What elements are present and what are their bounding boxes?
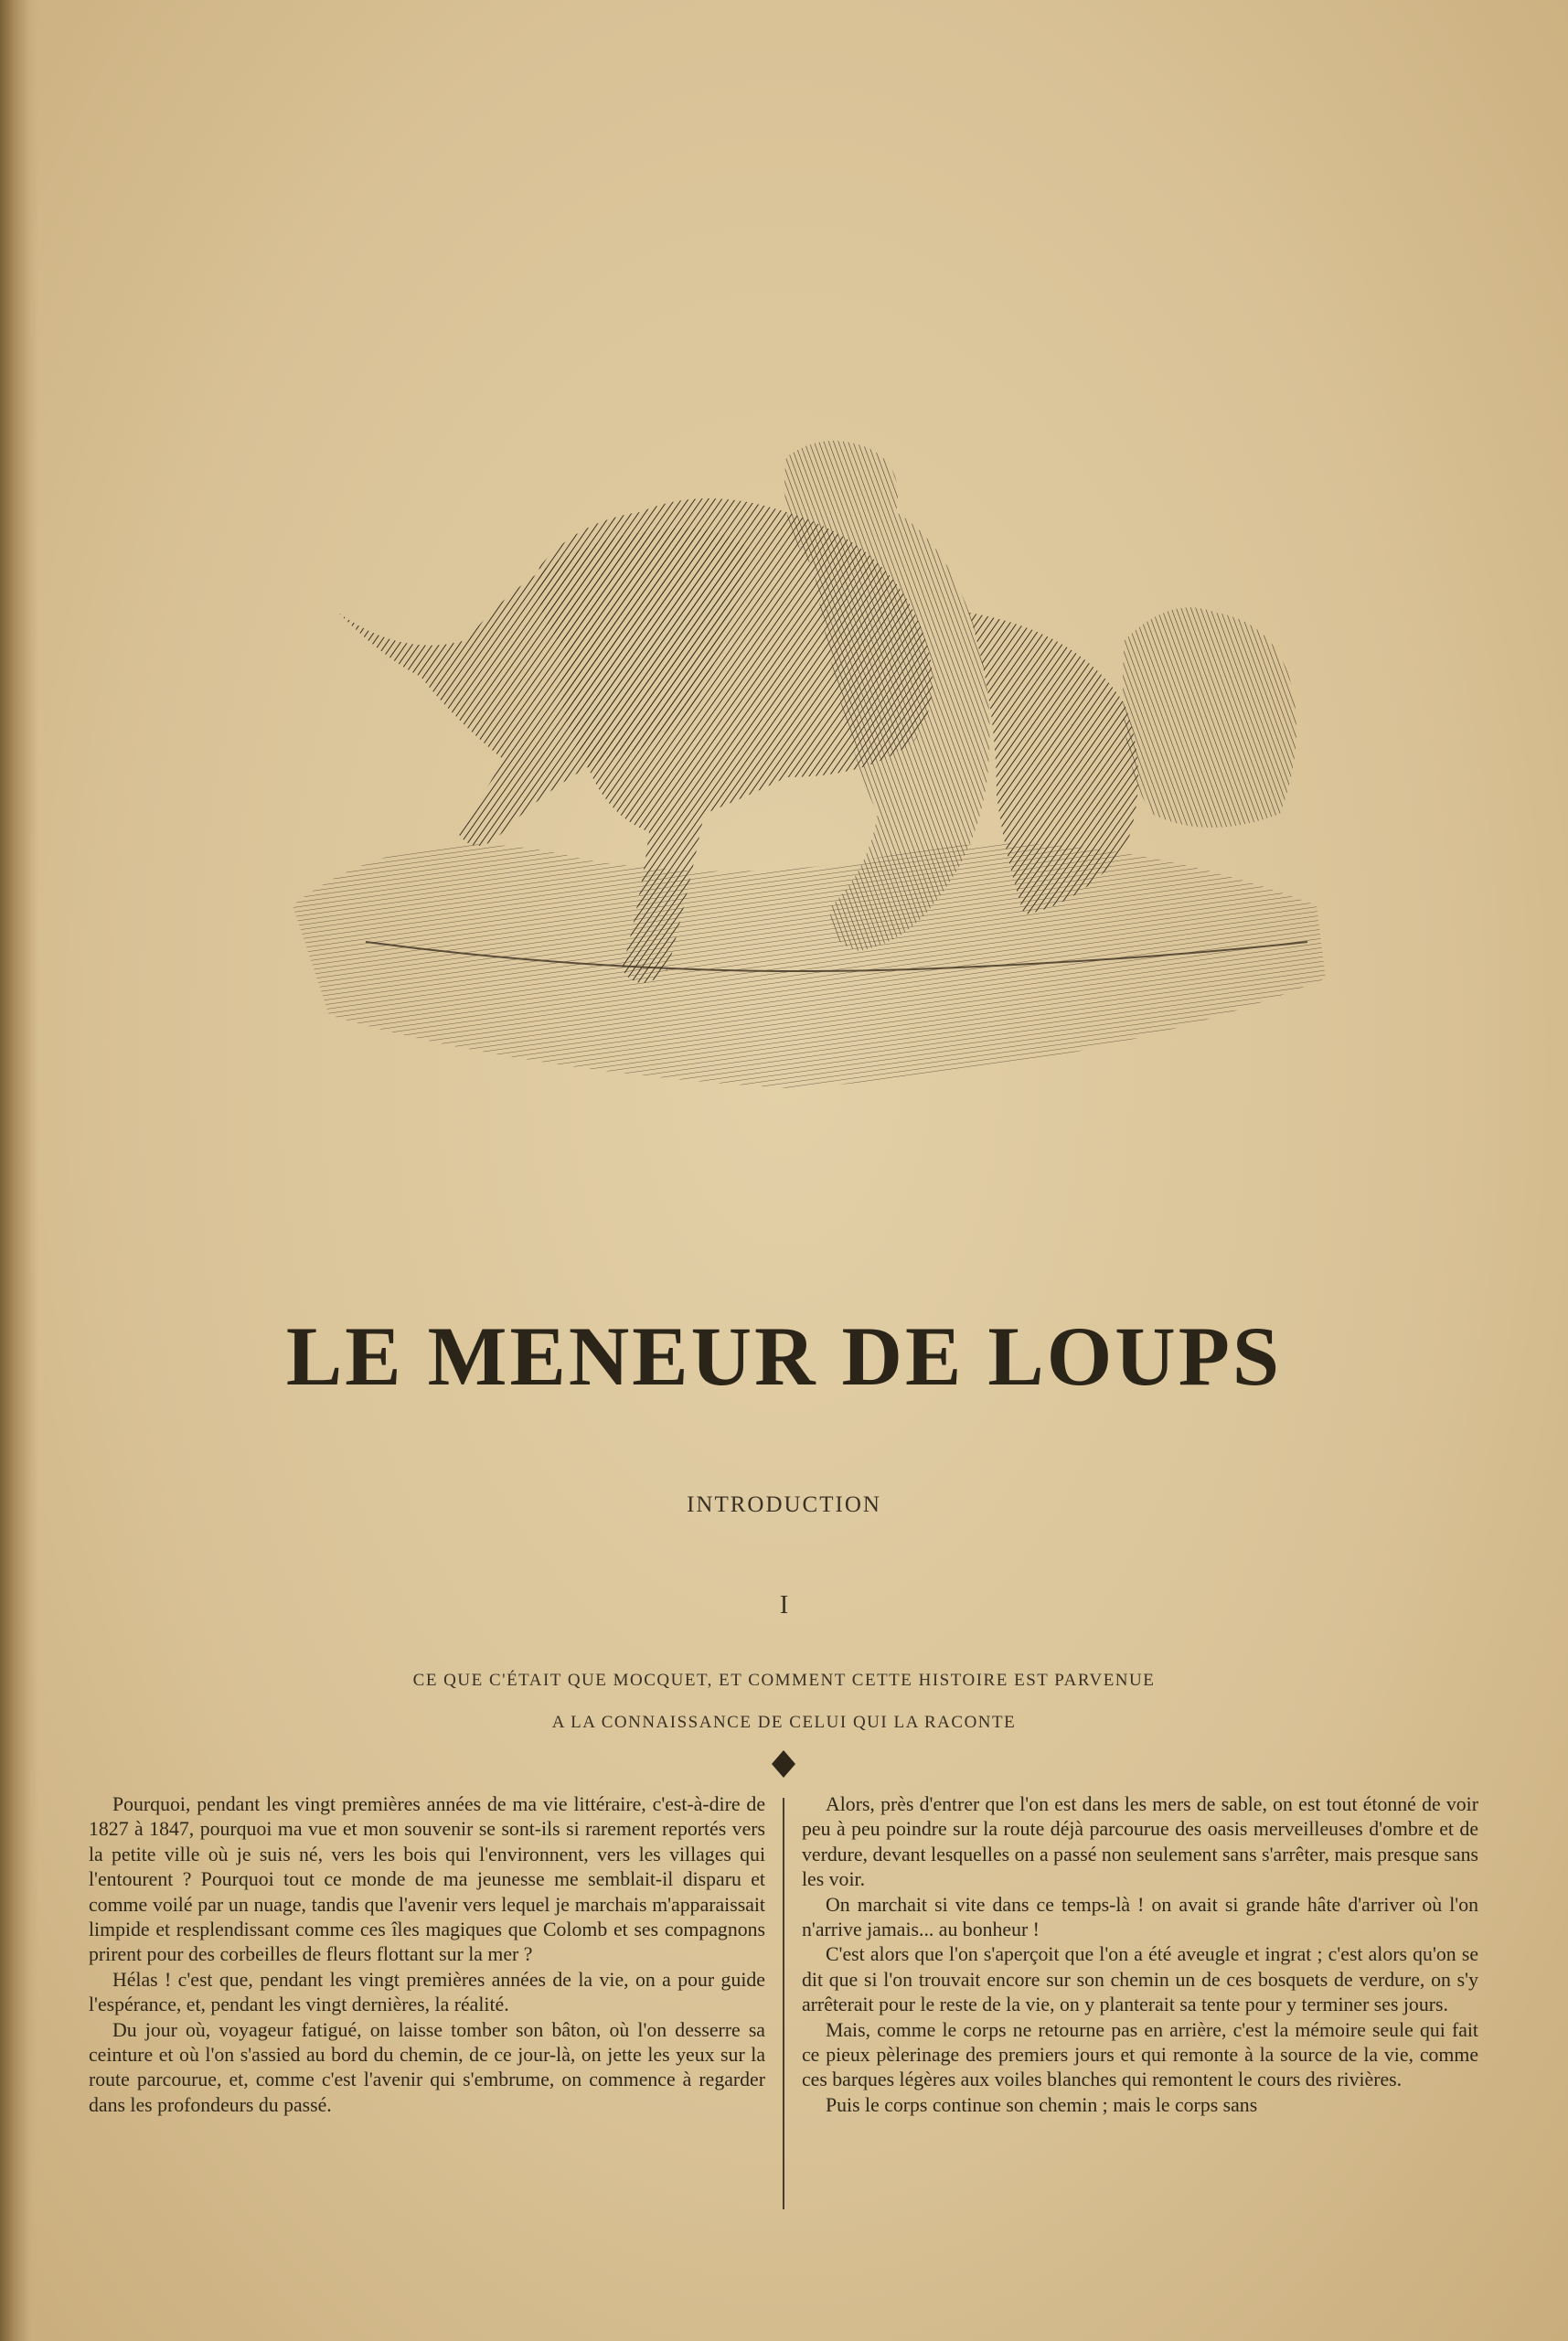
chapter-number: I: [779, 1591, 789, 1619]
paragraph: Puis le corps continue son chemin ; mais le corps sans: [826, 2093, 1258, 2116]
paragraph: Pourquoi, pendant les vingt premières années de ma vie littéraire, c'est-à-dire de 1827 à 1847, pourquoi ma vue et mon souvenir se sont-ils si rarement reportés vers la petite ville où je suis né, vers les bois qui l'environnent, vers les villages qui l'entourent ? Pourquoi tout ce monde de ma jeunesse me semblait-il disparu et comme voilé par un nuage, tandis que l'avenir vers lequel je marchais m'apparaissait limpide et resplendissant comme ces îles magiques que Colomb et ses compagnons prirent pour des corbeilles de fleurs flottant sur la mer ?: [89, 1793, 765, 1966]
book-title: LE MENEUR DE LOUPS: [285, 1309, 1283, 1403]
page-binding-edge: [0, 0, 38, 2341]
chapter-title: [0, 1660, 1568, 1744]
column-divider: [783, 1798, 784, 2209]
text-column-right: [802, 1792, 1478, 2118]
paragraph: On marchait si vite dans ce temps-là ! on avait si grande hâte d'arriver où l'on n'arrive jamais... au bonheur !: [802, 1893, 1478, 1941]
text-column-left: [89, 1792, 765, 2118]
chapter-title-line: CE QUE C'ÉTAIT QUE MOCQUET, ET COMMENT CETTE HISTOIRE EST PARVENUE: [412, 1671, 1156, 1690]
paragraph: Alors, près d'entrer que l'on est dans les mers de sable, on est tout étonné de voir peu à peu poindre sur la route déjà parcourue des oasis merveilleuses d'ombre et de verdure, devant lesquelles on a passé non seulement sans s'arrêter, mais presque sans les voir.: [802, 1793, 1478, 1891]
chapter-title-line: A LA CONNAISSANCE DE CELUI QUI LA RACONTE: [551, 1713, 1017, 1732]
paragraph: Du jour où, voyageur fatigué, on laisse tomber son bâton, où l'on desserre sa ceinture et où l'on s'assied au bord du chemin, de ce jour-là, on jette les yeux sur la route parcourue, et, comme c'est l'avenir qui s'embrume, on commence à regarder dans les profondeurs du passé.: [89, 2018, 765, 2116]
section-subtitle: INTRODUCTION: [687, 1492, 881, 1517]
paragraph: C'est alors que l'on s'aperçoit que l'on a été aveugle et ingrat ; c'est alors qu'on se dit que si l'on trouvait encore sur son chemin un de ces bosquets de verdure, on s'y arrêterait pour le reste de la vie, on y planterait sa tente pour y terminer ses jours.: [802, 1943, 1478, 2016]
paragraph: Hélas ! c'est que, pendant les vingt premières années de la vie, on a pour guide l'espérance, et, pendant les vingt dernières, la réalité.: [89, 1968, 765, 2016]
paragraph: Mais, comme le corps ne retourne pas en arrière, c'est la mémoire seule qui fait ce pieux pèlerinage des premiers jours et qui remonte à la source de la vie, comme ces barques légères aux voiles blanches qui remontent le cours des rivières.: [802, 2018, 1478, 2091]
wolf-and-man-engraving-icon: [274, 430, 1335, 1097]
diamond-ornament-icon: [768, 1748, 799, 1780]
